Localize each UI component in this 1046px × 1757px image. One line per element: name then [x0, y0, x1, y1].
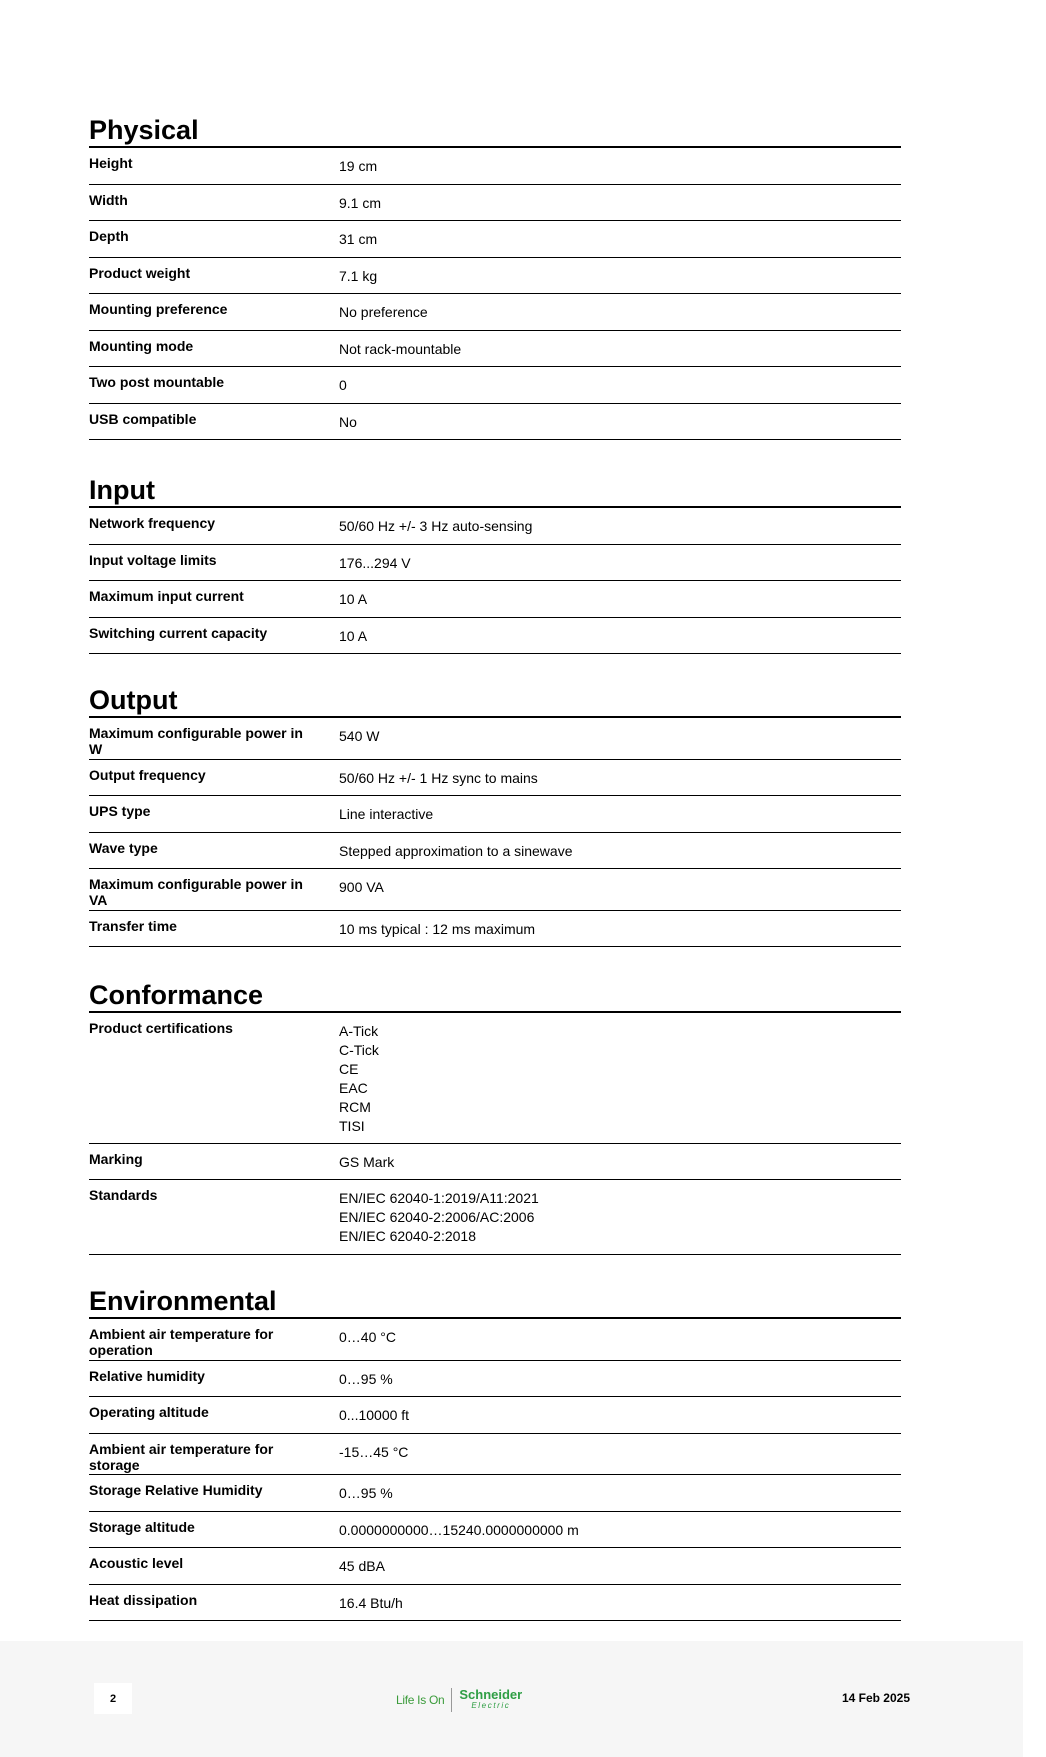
spec-value-line: 10 A — [339, 627, 368, 644]
spec-value — [339, 554, 901, 573]
spec-value — [339, 376, 901, 395]
spec-value-line: RCM — [339, 1099, 371, 1115]
spec-value — [339, 267, 901, 286]
spec-label: Standards — [89, 1187, 158, 1203]
spec-value — [339, 727, 901, 746]
spec-value-line: 0…95 % — [339, 1485, 393, 1501]
spec-row — [89, 367, 901, 404]
spec-row — [89, 185, 901, 222]
spec-row — [89, 221, 901, 258]
spec-value-line: 9.1 cm — [339, 194, 382, 211]
spec-label: Relative humidity — [89, 1367, 205, 1384]
spec-row — [89, 581, 901, 618]
spec-value — [339, 340, 901, 359]
spec-row — [89, 508, 901, 545]
spec-row — [89, 148, 901, 185]
spec-value — [339, 627, 901, 646]
page-footer — [0, 1641, 1023, 1757]
spec-row — [89, 404, 901, 441]
spec-value-line: 0...10000 ft — [339, 1407, 410, 1423]
logo-brand — [459, 1689, 522, 1711]
spec-label: Storage Relative Humidity — [89, 1482, 263, 1498]
spec-row — [89, 911, 901, 948]
spec-value-line: 10 A — [339, 591, 368, 607]
spec-value — [339, 1370, 901, 1389]
spec-value-line: 19 cm — [339, 158, 378, 174]
spec-value-line: 0…95 % — [339, 1370, 393, 1387]
page-number: 2 — [94, 1683, 132, 1714]
spec-row — [89, 1585, 901, 1622]
spec-value-line: 10 ms typical : 12 ms maximum — [339, 920, 536, 937]
spec-value-line: 176...294 V — [339, 554, 411, 571]
spec-value — [339, 1557, 901, 1576]
logo-tagline: Life Is On — [396, 1693, 445, 1707]
spec-label: Product weight — [89, 264, 191, 281]
spec-value-line: EN/IEC 62040-2:2018 — [339, 1228, 476, 1244]
spec-row — [89, 618, 901, 655]
spec-label: Height — [89, 155, 133, 171]
spec-value-line: A-Tick — [339, 1023, 379, 1039]
spec-label: Maximum configurable power in W — [89, 725, 303, 757]
spec-value-line: 0…40 °C — [339, 1329, 396, 1345]
spec-value — [339, 1406, 901, 1425]
section-input — [89, 474, 901, 654]
spec-row — [89, 760, 901, 797]
spec-value-line: 50/60 Hz +/- 1 Hz sync to mains — [339, 769, 538, 786]
spec-label: Input voltage limits — [89, 551, 217, 568]
spec-value-line: EAC — [339, 1080, 368, 1096]
spec-label: Acoustic level — [89, 1555, 184, 1571]
spec-value-line: No preference — [339, 304, 428, 320]
spec-value — [339, 805, 901, 824]
spec-value-line: C-Tick — [339, 1042, 379, 1058]
spec-value-line: CE — [339, 1061, 359, 1077]
spec-label: Product certifications — [89, 1020, 233, 1036]
spec-value-line: -15…45 °C — [339, 1443, 409, 1460]
spec-value — [339, 1443, 901, 1462]
spec-label: Wave type — [89, 839, 158, 856]
spec-label: Mounting preference — [89, 301, 228, 317]
section-title: Environmental — [89, 1285, 901, 1319]
spec-value — [339, 1022, 901, 1136]
section-environmental — [89, 1285, 901, 1621]
spec-row — [89, 1475, 901, 1512]
section-conformance — [89, 979, 901, 1255]
spec-value — [339, 194, 901, 213]
spec-label: Depth — [89, 228, 129, 244]
logo-brand-name: Schneider — [459, 1687, 523, 1702]
spec-label: UPS type — [89, 803, 151, 819]
spec-row — [89, 1397, 901, 1434]
section-title: Conformance — [89, 979, 901, 1013]
spec-value — [339, 230, 901, 249]
spec-label: Ambient air temperature for storage — [89, 1440, 274, 1473]
spec-row — [89, 833, 901, 870]
spec-value-line: 16.4 Btu/h — [339, 1594, 403, 1611]
spec-label: Mounting mode — [89, 337, 194, 354]
spec-label: Marking — [89, 1150, 143, 1167]
spec-row — [89, 1361, 901, 1398]
spec-label: Operating altitude — [89, 1404, 209, 1420]
spec-value-line: 0.0000000000…15240.0000000000 m — [339, 1521, 579, 1538]
spec-label: Transfer time — [89, 917, 177, 934]
spec-value — [339, 517, 901, 536]
spec-row — [89, 1434, 901, 1476]
spec-value — [339, 1189, 901, 1246]
logo-brand-sub: Electric — [471, 1701, 511, 1710]
spec-value — [339, 1521, 901, 1540]
spec-row — [89, 331, 901, 368]
spec-value-line: 0 — [339, 377, 347, 393]
spec-label: USB compatible — [89, 410, 197, 427]
spec-value — [339, 413, 901, 432]
spec-value-line: GS Mark — [339, 1153, 395, 1170]
spec-label: Heat dissipation — [89, 1591, 198, 1608]
section-physical — [89, 114, 901, 440]
section-title: Physical — [89, 114, 901, 148]
spec-row — [89, 718, 901, 760]
spec-row — [89, 1144, 901, 1181]
spec-label: Network frequency — [89, 515, 216, 531]
spec-row — [89, 1319, 901, 1361]
spec-label: Storage altitude — [89, 1518, 195, 1535]
spec-label: Two post mountable — [89, 374, 225, 390]
spec-row — [89, 1548, 901, 1585]
spec-row — [89, 1512, 901, 1549]
spec-value — [339, 1594, 901, 1613]
spec-value-line: Not rack-mountable — [339, 340, 462, 357]
spec-value — [339, 878, 901, 897]
spec-label: Width — [89, 191, 128, 208]
spec-value-line: EN/IEC 62040-1:2019/A11:2021 — [339, 1190, 539, 1206]
spec-value — [339, 303, 901, 322]
spec-row — [89, 796, 901, 833]
spec-value — [339, 842, 901, 861]
spec-value — [339, 920, 901, 939]
logo-divider — [451, 1688, 452, 1712]
spec-value-line: TISI — [339, 1118, 365, 1134]
spec-row — [89, 1013, 901, 1144]
section-title: Input — [89, 474, 901, 508]
spec-value-line: Stepped approximation to a sinewave — [339, 842, 573, 859]
spec-value — [339, 157, 901, 176]
section-output — [89, 684, 901, 947]
spec-row — [89, 294, 901, 331]
schneider-logo — [396, 1687, 522, 1713]
spec-value-line: 31 cm — [339, 231, 378, 247]
spec-value-line: 50/60 Hz +/- 3 Hz auto-sensing — [339, 518, 533, 534]
spec-value — [339, 1484, 901, 1503]
spec-value — [339, 590, 901, 609]
spec-row — [89, 1180, 901, 1255]
footer-date: 14 Feb 2025 — [841, 1691, 910, 1705]
spec-value-line: 900 VA — [339, 879, 384, 895]
spec-value-line: 45 dBA — [339, 1558, 385, 1574]
spec-value-line: No — [339, 413, 357, 430]
spec-label: Maximum configurable power in VA — [89, 876, 303, 908]
spec-value-line: 540 W — [339, 728, 380, 744]
spec-label: Ambient air temperature for operation — [89, 1326, 274, 1358]
section-title: Output — [89, 684, 901, 718]
spec-value-line: Line interactive — [339, 806, 434, 822]
spec-label: Switching current capacity — [89, 624, 268, 641]
spec-value — [339, 769, 901, 788]
spec-value-line: EN/IEC 62040-2:2006/AC:2006 — [339, 1209, 535, 1225]
spec-row — [89, 869, 901, 911]
spec-value — [339, 1328, 901, 1347]
spec-label: Output frequency — [89, 766, 206, 783]
spec-row — [89, 258, 901, 295]
spec-label: Maximum input current — [89, 588, 244, 604]
spec-value — [339, 1153, 901, 1172]
spec-row — [89, 545, 901, 582]
spec-value-line: 7.1 kg — [339, 267, 378, 284]
